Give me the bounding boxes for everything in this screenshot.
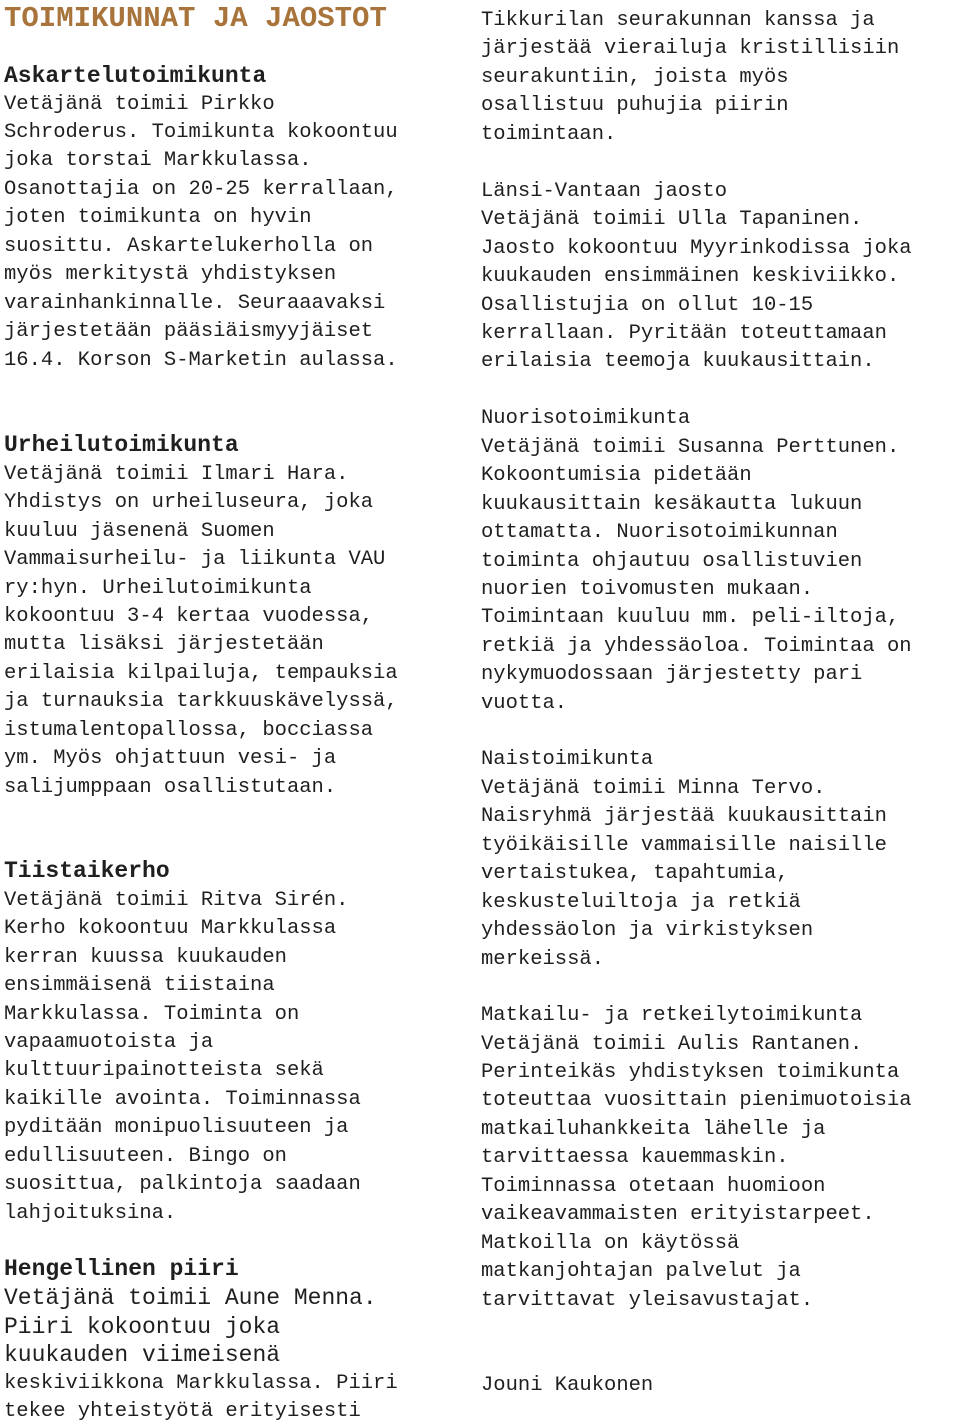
paragraph-line: kuuluu jäsenenä Suomen: [4, 520, 275, 543]
paragraph-line: Vetäjänä toimii Aune Menna.: [4, 1285, 377, 1311]
paragraph-line: Vetäjänä toimii Susanna Perttunen.: [481, 436, 900, 459]
paragraph-line: lahjoituksina.: [4, 1202, 177, 1225]
paragraph-line: kaikille avointa. Toiminnassa: [4, 1088, 361, 1111]
paragraph-line: Kokoontumisia pidetään: [481, 464, 752, 487]
paragraph-line: Toimintaan kuuluu mm. peli-iltoja,: [481, 606, 900, 629]
paragraph-line: tekee yhteistyötä erityisesti: [4, 1400, 361, 1423]
paragraph-line: toiminta ohjautuu osallistuvien: [481, 550, 863, 573]
paragraph-line: ym. Myös ohjattuun vesi- ja: [4, 747, 337, 770]
section-heading-tiistai: Tiistaikerho: [4, 858, 170, 884]
paragraph-line: kerran kuussa kuukauden: [4, 946, 287, 969]
paragraph-line: työikäisille vammaisille naisille: [481, 834, 887, 857]
paragraph-line: Perinteikäs yhdistyksen toimikunta: [481, 1061, 900, 1084]
paragraph-line: vuotta.: [481, 692, 568, 715]
paragraph-line: pyditään monipuolisuuteen ja: [4, 1116, 349, 1139]
paragraph-line: vapaamuotoista ja: [4, 1031, 214, 1054]
paragraph-line: varainhankinnalle. Seuraaavaksi: [4, 292, 386, 315]
paragraph-line: järjestetään pääsiäismyyjäiset: [4, 320, 374, 343]
paragraph-line: Vetäjänä toimii Ilmari Hara.: [4, 463, 349, 486]
paragraph-line: salijumppaan osallistutaan.: [4, 776, 337, 799]
paragraph-line: nuorien toivomusten mukaan.: [481, 578, 814, 601]
paragraph-line: yhdessäolon ja virkistyksen: [481, 919, 814, 942]
paragraph-line: 16.4. Korson S-Marketin aulassa.: [4, 349, 398, 372]
paragraph-line: Vammaisurheilu- ja liikunta VAU: [4, 548, 386, 571]
paragraph-line: edullisuuteen. Bingo on: [4, 1145, 287, 1168]
section-heading-askartelu: Askartelutoimikunta: [4, 63, 267, 89]
paragraph-line: kerrallaan. Pyritään toteuttamaan: [481, 322, 887, 345]
page-title: TOIMIKUNNAT JA JAOSTOT: [4, 2, 387, 35]
paragraph-line: Jaosto kokoontuu Myyrinkodissa joka: [481, 237, 912, 260]
paragraph-line: Kerho kokoontuu Markkulassa: [4, 917, 337, 940]
paragraph-line: kuukauden viimeisenä: [4, 1342, 281, 1368]
section-heading-naisto: Naistoimikunta: [481, 748, 654, 771]
paragraph-line: toimintaan.: [481, 123, 617, 146]
paragraph-line: myös merkitystä yhdistyksen: [4, 263, 337, 286]
paragraph-line: ry:hyn. Urheilutoimikunta: [4, 577, 312, 600]
paragraph-line: suosittu. Askartelukerholla on: [4, 235, 374, 258]
section-heading-urheilu: Urheilutoimikunta: [4, 432, 239, 458]
paragraph-line: ensimmäisenä tiistaina: [4, 974, 275, 997]
paragraph-line: erilaisia teemoja kuukausittain.: [481, 350, 875, 373]
paragraph-line: istumalentopallossa, bocciassa: [4, 719, 374, 742]
paragraph-line: Vetäjänä toimii Aulis Rantanen.: [481, 1033, 863, 1056]
paragraph-line: Naisryhmä järjestää kuukausittain: [481, 805, 887, 828]
paragraph-line: Vetäjänä toimii Minna Tervo.: [481, 777, 826, 800]
paragraph-line: kuukausittain kesäkautta lukuun: [481, 493, 863, 516]
paragraph-line: Markkulassa. Toiminta on: [4, 1003, 300, 1026]
paragraph-line: kulttuuripainotteista sekä: [4, 1059, 324, 1082]
paragraph-line: nykymuodossaan järjestetty pari: [481, 663, 863, 686]
paragraph-line: erilaisia kilpailuja, tempauksia: [4, 662, 398, 685]
section-heading-nuoriso: Nuorisotoimikunta: [481, 407, 691, 430]
paragraph-line: ottamatta. Nuorisotoimikunnan: [481, 521, 838, 544]
paragraph-line: Matkoilla on käytössä: [481, 1232, 740, 1255]
paragraph-line: Vetäjänä toimii Ritva Sirén.: [4, 889, 349, 912]
paragraph-line: mutta lisäksi järjestetään: [4, 633, 324, 656]
paragraph-line: keskusteluiltoja ja retkiä: [481, 891, 801, 914]
section-heading-lansivantaa: Länsi-Vantaan jaosto: [481, 180, 728, 203]
paragraph-line: vaikeavammaisten erityistarpeet.: [481, 1203, 875, 1226]
paragraph-line: joka torstai Markkulassa.: [4, 149, 312, 172]
paragraph-line: kokoontuu 3-4 kertaa vuodessa,: [4, 605, 374, 628]
paragraph-line: keskiviikkona Markkulassa. Piiri: [4, 1372, 398, 1395]
paragraph-line: toteuttaa vuosittain pienimuotoisia: [481, 1089, 912, 1112]
section-heading-hengellinen: Hengellinen piiri: [4, 1256, 239, 1282]
paragraph-line: Schroderus. Toimikunta kokoontuu: [4, 121, 398, 144]
paragraph-line: osallistuu puhujia piirin: [481, 94, 789, 117]
paragraph-line: joten toimikunta on hyvin: [4, 206, 312, 229]
paragraph-line: Osallistujia on ollut 10-15: [481, 294, 814, 317]
paragraph-line: Osanottajia on 20-25 kerrallaan,: [4, 178, 398, 201]
paragraph-line: Yhdistys on urheiluseura, joka: [4, 491, 374, 514]
paragraph-line: vertaistukea, tapahtumia,: [481, 862, 789, 885]
paragraph-line: suosittua, palkintoja saadaan: [4, 1173, 361, 1196]
paragraph-line: Vetäjänä toimii Ulla Tapaninen.: [481, 208, 863, 231]
section-heading-matkailu: Matkailu- ja retkeilytoimikunta: [481, 1004, 863, 1027]
paragraph-line: järjestää vierailuja kristillisiin: [481, 37, 900, 60]
paragraph-line: matkanjohtajan palvelut ja: [481, 1260, 801, 1283]
paragraph-line: ja turnauksia tarkkuuskävelyssä,: [4, 690, 398, 713]
paragraph-line: Toiminnassa otetaan huomioon: [481, 1175, 826, 1198]
paragraph-line: Tikkurilan seurakunnan kanssa ja: [481, 9, 875, 32]
paragraph-line: Piiri kokoontuu joka: [4, 1314, 281, 1340]
paragraph-line: merkeissä.: [481, 948, 605, 971]
author-signature: Jouni Kaukonen: [481, 1374, 654, 1397]
paragraph-line: Vetäjänä toimii Pirkko: [4, 93, 275, 116]
paragraph-line: kuukauden ensimmäinen keskiviikko.: [481, 265, 900, 288]
paragraph-line: tarvittavat yleisavustajat.: [481, 1289, 814, 1312]
paragraph-line: tarvittaessa kauemmaskin.: [481, 1146, 789, 1169]
paragraph-line: retkiä ja yhdessäoloa. Toimintaa on: [481, 635, 912, 658]
paragraph-line: matkailuhankkeita lähelle ja: [481, 1118, 826, 1141]
paragraph-line: seurakuntiin, joista myös: [481, 66, 789, 89]
